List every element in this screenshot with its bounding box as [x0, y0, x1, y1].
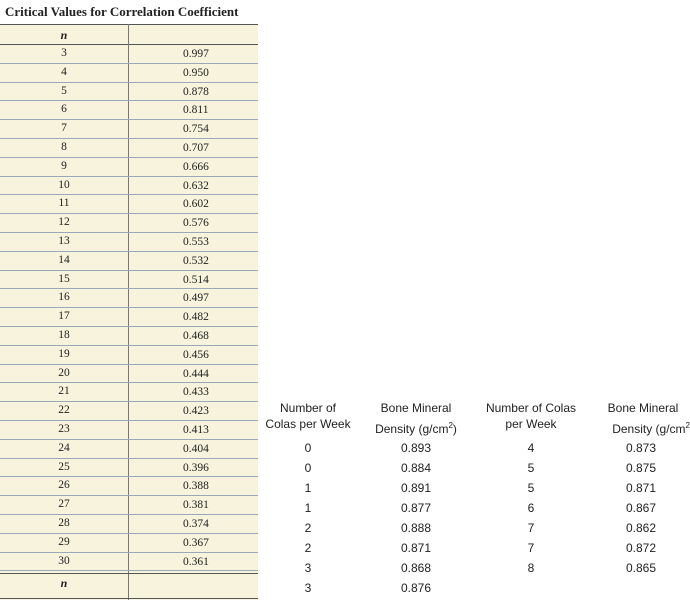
table-row [0, 365, 258, 384]
table-row [0, 214, 258, 233]
row-n: 19 [58, 347, 70, 360]
right-bone-mineral-density-cell: 0.865 [625, 561, 657, 575]
left-bone-mineral-density-cell: 0.888 [400, 521, 432, 535]
left-bone-mineral-density-cell: 0.893 [400, 441, 432, 455]
table-row [0, 252, 258, 271]
critical-values-table [0, 0, 258, 600]
table-row [0, 271, 258, 290]
table-row [0, 45, 258, 64]
table-row [0, 346, 258, 365]
row-n: 14 [58, 253, 70, 266]
row-n: 6 [61, 103, 67, 116]
footer-n: n [60, 576, 68, 590]
row-critical-value: 0.997 [183, 48, 209, 60]
row-critical-value: 0.433 [183, 386, 209, 399]
left-colas-per-week-cell: 0 [304, 461, 312, 475]
header-text [366, 418, 466, 437]
row-critical-value: 0.396 [183, 461, 209, 474]
left-bone-mineral-density-cell: 0.877 [400, 501, 432, 515]
table-row [0, 289, 258, 308]
right-colas-per-week-cell: 7 [527, 521, 535, 535]
row-n: 8 [61, 140, 67, 153]
table-title: Critical Values for Correlation Coefficient [0, 0, 258, 24]
row-critical-value: 0.444 [183, 367, 209, 380]
row-n: 13 [58, 234, 70, 247]
right-colas-per-week-cell: 6 [527, 501, 535, 515]
header-bmd-right [592, 400, 690, 437]
header-bmd-left [366, 400, 466, 437]
row-critical-value: 0.367 [183, 536, 209, 549]
header-text: Bone Mineral [380, 401, 452, 415]
row-critical-value: 0.602 [183, 198, 209, 211]
row-critical-value: 0.576 [183, 217, 209, 230]
header-superscript: 2 [448, 421, 453, 430]
row-critical-value: 0.754 [183, 123, 209, 136]
row-n: 27 [58, 498, 70, 511]
row-critical-value: 0.532 [183, 254, 209, 267]
right-bone-mineral-density-cell: 0.875 [625, 461, 657, 475]
row-n: 12 [58, 216, 70, 229]
right-colas-per-week-cell: 5 [527, 481, 535, 495]
table-row [0, 459, 258, 478]
header-text [592, 418, 690, 437]
footer-top-rule [0, 573, 258, 574]
row-n: 30 [58, 554, 70, 567]
row-n: 3 [61, 47, 67, 59]
table-row [0, 101, 258, 120]
left-colas-per-week-cell: 2 [304, 541, 312, 555]
table-row [0, 553, 258, 572]
row-n: 28 [58, 516, 70, 529]
left-bone-mineral-density-cell: 0.884 [400, 461, 432, 475]
right-bone-mineral-density-cell: 0.862 [625, 521, 657, 535]
table-row [0, 515, 258, 534]
row-n: 18 [58, 328, 70, 341]
table-row [0, 477, 258, 496]
row-n: 9 [61, 159, 67, 172]
table-row [0, 195, 258, 214]
header-superscript: 2 [685, 421, 690, 430]
row-critical-value: 0.950 [183, 66, 209, 79]
right-bone-mineral-density-cell: 0.871 [625, 481, 657, 495]
row-n: 10 [58, 178, 70, 191]
table-row [0, 233, 258, 252]
cola-data-table [258, 396, 690, 606]
table-row [0, 383, 258, 402]
row-critical-value: 0.423 [183, 405, 209, 418]
row-n: 22 [58, 404, 70, 417]
right-colas-per-week-cell: 8 [527, 561, 535, 575]
row-critical-value: 0.482 [183, 311, 209, 324]
header-text-part: Density (g/cm [375, 422, 449, 436]
table-row [0, 120, 258, 139]
right-colas-per-week-cell: 4 [527, 441, 535, 455]
row-n: 29 [58, 535, 70, 548]
table-row [0, 402, 258, 421]
left-colas-per-week-cell: 0 [304, 441, 312, 455]
table-row [0, 534, 258, 553]
left-colas-per-week-cell: 3 [304, 561, 312, 575]
header-text-part: Density (g/cm [612, 422, 686, 436]
left-bone-mineral-density-cell: 0.876 [400, 581, 432, 595]
table-row [0, 308, 258, 327]
left-bone-mineral-density-cell: 0.868 [400, 561, 432, 575]
header-text: per Week [505, 417, 557, 431]
row-critical-value: 0.497 [183, 292, 209, 305]
header-top-rule [0, 24, 258, 25]
left-bone-mineral-density-cell: 0.871 [400, 541, 432, 555]
row-critical-value: 0.361 [183, 555, 209, 568]
row-n: 20 [58, 366, 70, 379]
left-bone-mineral-density-cell: 0.891 [400, 481, 432, 495]
row-critical-value: 0.553 [183, 235, 209, 248]
row-n: 25 [58, 460, 70, 473]
header-text: Number of [279, 401, 337, 415]
row-critical-value: 0.514 [183, 273, 209, 286]
table-body [0, 45, 258, 571]
header-text-part: ) [452, 422, 457, 436]
row-critical-value: 0.811 [183, 104, 209, 117]
row-n: 15 [58, 272, 70, 285]
header-n: n [60, 28, 68, 42]
header-text: Bone Mineral [607, 401, 679, 415]
right-bone-mineral-density-cell: 0.867 [625, 501, 657, 515]
table-row [0, 421, 258, 440]
row-n: 7 [61, 122, 67, 135]
row-n: 23 [58, 422, 70, 435]
left-colas-per-week-cell: 1 [304, 501, 312, 515]
row-critical-value: 0.381 [183, 499, 209, 512]
row-critical-value: 0.632 [183, 179, 209, 192]
row-critical-value: 0.413 [183, 423, 209, 436]
row-critical-value: 0.374 [183, 517, 209, 530]
row-n: 21 [58, 385, 70, 398]
table-row [0, 139, 258, 158]
row-n: 4 [61, 65, 67, 78]
table-row [0, 327, 258, 346]
table-row [0, 83, 258, 102]
row-critical-value: 0.456 [183, 348, 209, 361]
table-row [0, 496, 258, 515]
right-bone-mineral-density-cell: 0.872 [625, 541, 657, 555]
footer-bottom-rule [0, 598, 258, 599]
table-row [0, 158, 258, 177]
row-n: 24 [58, 441, 70, 454]
right-colas-per-week-cell: 7 [527, 541, 535, 555]
header-text: Number of Colas [485, 401, 577, 415]
row-n: 16 [58, 291, 70, 304]
row-critical-value: 0.878 [183, 85, 209, 98]
table-row [0, 177, 258, 196]
row-n: 26 [58, 479, 70, 492]
row-n: 17 [58, 310, 70, 323]
right-colas-per-week-cell: 5 [527, 461, 535, 475]
row-critical-value: 0.388 [183, 480, 209, 493]
row-critical-value: 0.666 [183, 160, 209, 173]
header-colas-right [478, 400, 584, 432]
row-critical-value: 0.404 [183, 442, 209, 455]
header-colas-left [258, 400, 358, 432]
row-n: 5 [61, 84, 67, 97]
row-critical-value: 0.707 [183, 141, 209, 154]
row-n: 11 [58, 197, 70, 210]
right-bone-mineral-density-cell: 0.873 [625, 441, 657, 455]
header-text: Colas per Week [265, 417, 351, 431]
left-colas-per-week-cell: 3 [304, 581, 312, 595]
left-colas-per-week-cell: 1 [304, 481, 312, 495]
table-row [0, 440, 258, 459]
left-colas-per-week-cell: 2 [304, 521, 312, 535]
row-critical-value: 0.468 [183, 329, 209, 342]
table-row [0, 64, 258, 83]
